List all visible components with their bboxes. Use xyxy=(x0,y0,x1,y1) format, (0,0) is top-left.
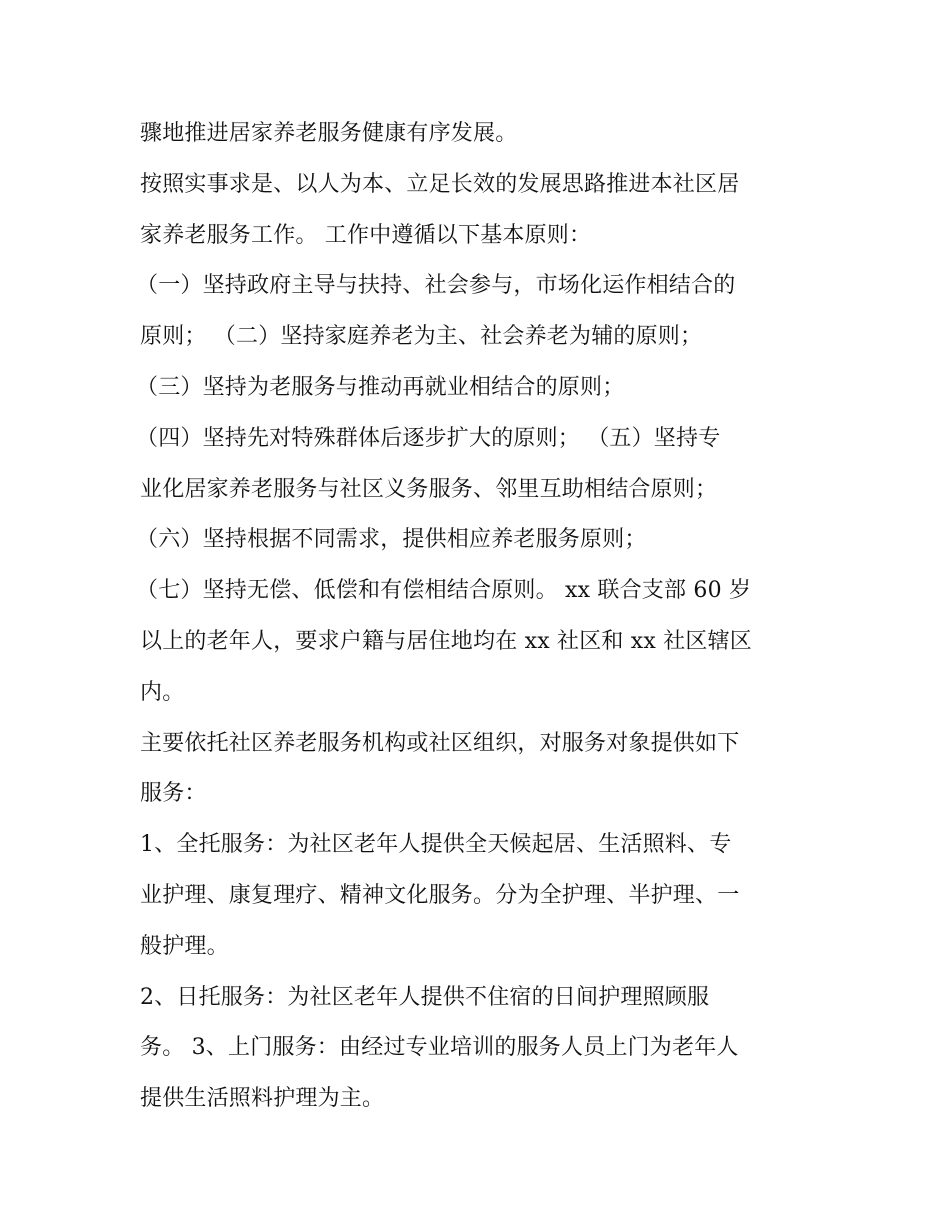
principle-7-line: （七）坚持无偿、低偿和有偿相结合原则。 xx 联合支部 60 岁 xyxy=(136,578,752,604)
text-line: 按照实事求是、以人为本、立足长效的发展思路推进本社区居 xyxy=(140,171,740,197)
text-line: 内。 xyxy=(140,679,185,705)
text-line: 提供生活照料护理为主。 xyxy=(140,1086,385,1112)
service-1-line: 1、全托服务：为社区老年人提供全天候起居、生活照料、专 xyxy=(140,832,732,858)
principle-2-line: 原则； （二）坚持家庭养老为主、社会养老为辅的原则； xyxy=(140,324,703,350)
principle-4-5-line: （四）坚持先对特殊群体后逐步扩大的原则； （五）坚持专 xyxy=(136,425,721,451)
principle-3-line: （三）坚持为老服务与推动再就业相结合的原则； xyxy=(136,374,625,400)
text-line: 以上的老年人，要求户籍与居住地均在 xx 社区和 xx 社区辖区 xyxy=(140,628,753,654)
principle-6-line: （六）坚持根据不同需求，提供相应养老服务原则； xyxy=(136,527,647,553)
text-line: 服务： xyxy=(140,781,207,807)
text-line: 家养老服务工作。 工作中遵循以下基本原则： xyxy=(140,222,592,248)
services-intro-line: 主要依托社区养老服务机构或社区组织，对服务对象提供如下 xyxy=(140,730,740,756)
document-body xyxy=(136,109,820,1125)
text-line: 骤地推进居家养老服务健康有序发展。 xyxy=(140,121,518,146)
text-line: 业化居家养老服务与社区义务服务、邻里互助相结合原则； xyxy=(140,476,718,502)
service-2-line: 2、日托服务：为社区老年人提供不住宿的日间护理照顾服 xyxy=(140,984,710,1010)
text-line: 业护理、康复理疗、精神文化服务。分为全护理、半护理、一 xyxy=(140,882,740,908)
text-line: 般护理。 xyxy=(140,933,229,959)
principle-1-line: （一）坚持政府主导与扶持、社会参与，市场化运作相结合的 xyxy=(136,273,736,299)
service-3-line: 务。 3、上门服务：由经过专业培训的服务人员上门为老年人 xyxy=(140,1035,739,1061)
